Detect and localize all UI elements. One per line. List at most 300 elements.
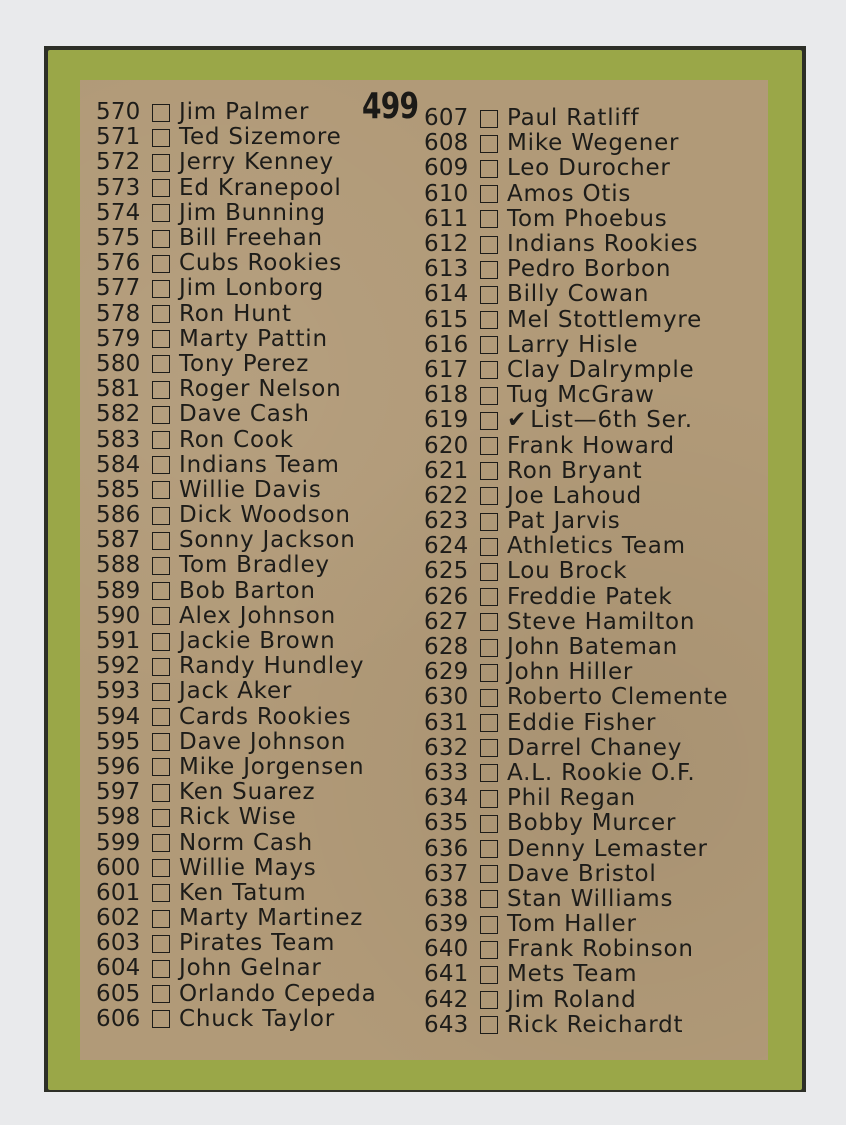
card-num: 590: [96, 602, 141, 629]
card-num: 600: [96, 854, 141, 881]
player-name: Ted Sizemore: [179, 124, 342, 151]
card-num: 634: [424, 785, 469, 812]
card-num: 630: [424, 684, 469, 711]
player-name: Clay Dalrymple: [507, 356, 695, 383]
checkbox[interactable]: [480, 815, 498, 833]
checkbox[interactable]: [480, 412, 498, 430]
checklist-row: [424, 937, 728, 962]
card-num: 602: [96, 905, 141, 932]
checkbox[interactable]: [152, 431, 170, 449]
player-name: Alex Johnson: [179, 602, 337, 629]
player-name: Amos Otis: [507, 180, 632, 207]
checkbox[interactable]: [152, 355, 170, 373]
checkbox[interactable]: [152, 607, 170, 625]
card-num: 604: [96, 955, 141, 982]
checklist-row: [96, 906, 376, 931]
card-num: 586: [96, 502, 141, 529]
checkbox[interactable]: [152, 809, 170, 827]
checkbox[interactable]: [480, 689, 498, 707]
card-num: 611: [424, 205, 469, 232]
checklist-row: [424, 509, 728, 534]
checklist-row: [96, 528, 376, 553]
checkbox[interactable]: [152, 179, 170, 197]
player-name: John Bateman: [507, 634, 679, 661]
card-num: 588: [96, 552, 141, 579]
player-name: Rick Reichardt: [507, 1011, 684, 1038]
checklist-row: [424, 635, 728, 660]
checkbox[interactable]: [152, 406, 170, 424]
checkbox[interactable]: [480, 387, 498, 405]
checklist-row: [424, 862, 728, 887]
card-num: 641: [424, 961, 469, 988]
card-num: 621: [424, 457, 469, 484]
player-name: Marty Pattin: [179, 325, 328, 352]
checklist-row: [96, 478, 376, 503]
player-name: Tom Haller: [507, 911, 637, 938]
checklist-row: [96, 881, 376, 906]
checklist-row: [96, 402, 376, 427]
card-num: 592: [96, 653, 141, 680]
card-num: 579: [96, 325, 141, 352]
checkbox[interactable]: [152, 481, 170, 499]
checkbox[interactable]: [152, 834, 170, 852]
player-name: Dave Cash: [179, 401, 310, 428]
card-num: 576: [96, 250, 141, 277]
card-num: 618: [424, 382, 469, 409]
player-name: Orlando Cepeda: [179, 980, 377, 1007]
checklist-row: [96, 805, 376, 830]
checkbox[interactable]: [480, 437, 498, 455]
checklist-row: [424, 912, 728, 937]
checklist-row: [96, 553, 376, 578]
checkbox[interactable]: [152, 154, 170, 172]
checklist-row: [96, 604, 376, 629]
player-name: Pat Jarvis: [507, 508, 621, 535]
checklist-row: [424, 559, 728, 584]
checklist-row: [96, 377, 376, 402]
card-num: 643: [424, 1011, 469, 1038]
player-name: Denny Lemaster: [507, 835, 708, 862]
checkbox[interactable]: [152, 582, 170, 600]
checklist-row: [424, 660, 728, 685]
card-num: 571: [96, 124, 141, 151]
card-num: 591: [96, 628, 141, 655]
card-num: 606: [96, 1005, 141, 1032]
player-name: Paul Ratliff: [507, 105, 640, 132]
checkbox[interactable]: [480, 639, 498, 657]
checkbox[interactable]: [480, 941, 498, 959]
checkbox[interactable]: [152, 633, 170, 651]
player-name: Dick Woodson: [179, 502, 351, 529]
player-name: Frank Howard: [507, 432, 675, 459]
checkbox[interactable]: [152, 1010, 170, 1028]
player-name: Willie Davis: [179, 476, 322, 503]
checklist-row: [96, 679, 376, 704]
checklist-row: [96, 302, 376, 327]
player-name: Athletics Team: [507, 533, 686, 560]
player-name: Randy Hundley: [179, 653, 365, 680]
checkbox[interactable]: [152, 960, 170, 978]
checklist-row: [424, 207, 728, 232]
checklist-row: [424, 1013, 728, 1038]
card-num: 640: [424, 936, 469, 963]
card-num: 575: [96, 225, 141, 252]
card-num: 605: [96, 980, 141, 1007]
card-num: 597: [96, 779, 141, 806]
player-name: Mike Wegener: [507, 130, 680, 157]
player-name: Ken Suarez: [179, 779, 316, 806]
checkbox[interactable]: [152, 784, 170, 802]
player-name: Marty Martinez: [179, 905, 364, 932]
checkbox[interactable]: [480, 361, 498, 379]
card-num: 633: [424, 759, 469, 786]
player-name: Bob Barton: [179, 577, 316, 604]
player-name: Ron Bryant: [507, 457, 643, 484]
player-name: Tony Perez: [179, 350, 310, 377]
card-num: 627: [424, 608, 469, 635]
checklist-row: [96, 705, 376, 730]
checkbox[interactable]: [480, 135, 498, 153]
player-name: Pedro Borbon: [507, 256, 672, 283]
checkbox[interactable]: [152, 758, 170, 776]
player-name: Jerry Kenney: [179, 149, 334, 176]
checkbox[interactable]: [480, 538, 498, 556]
card-num: 635: [424, 810, 469, 837]
checklist-row: [96, 755, 376, 780]
checklist-row: [424, 156, 728, 181]
card-num: 577: [96, 275, 141, 302]
checklist-row: [424, 484, 728, 509]
card-num: 631: [424, 709, 469, 736]
checkbox[interactable]: [480, 462, 498, 480]
player-name: Jackie Brown: [179, 628, 336, 655]
player-name: List—6th Ser.: [530, 407, 693, 434]
checklist-row: [424, 131, 728, 156]
checklist-row: [96, 176, 376, 201]
checkbox[interactable]: [152, 204, 170, 222]
checklist-row: [424, 836, 728, 861]
card-number: 499: [362, 86, 419, 127]
card-num: 607: [424, 105, 469, 132]
checklist-row: [96, 856, 376, 881]
player-name: Billy Cowan: [507, 281, 650, 308]
card-num: 572: [96, 149, 141, 176]
card-num: 612: [424, 231, 469, 258]
checkbox[interactable]: [480, 790, 498, 808]
card-num: 596: [96, 753, 141, 780]
checkbox[interactable]: [152, 456, 170, 474]
checklist-row: [424, 182, 728, 207]
card-num: 599: [96, 829, 141, 856]
card-num: 628: [424, 634, 469, 661]
player-name: Dave Bristol: [507, 860, 657, 887]
checkbox[interactable]: [152, 859, 170, 877]
player-name: Ron Hunt: [179, 300, 292, 327]
card-num: 574: [96, 199, 141, 226]
player-name: Bobby Murcer: [507, 810, 677, 837]
checkbox[interactable]: [480, 991, 498, 1009]
player-name: Leo Durocher: [507, 155, 671, 182]
checklist-row: [424, 257, 728, 282]
checklist-row: [424, 282, 728, 307]
checkbox[interactable]: [152, 985, 170, 1003]
card-num: 578: [96, 300, 141, 327]
checklist-row: [96, 730, 376, 755]
checklist-row: [96, 327, 376, 352]
card-num: 639: [424, 911, 469, 938]
card-num: 609: [424, 155, 469, 182]
card-num: 601: [96, 879, 141, 906]
card-num: 603: [96, 930, 141, 957]
checklist-row: [96, 251, 376, 276]
player-name: Bill Freehan: [179, 225, 323, 252]
checkbox[interactable]: [480, 764, 498, 782]
checklist-row: [96, 352, 376, 377]
card-num: 632: [424, 734, 469, 761]
card-num: 580: [96, 350, 141, 377]
player-name: Jack Aker: [179, 678, 293, 705]
checklist-row: [96, 956, 376, 981]
player-name: Jim Roland: [507, 986, 637, 1013]
checkbox[interactable]: [480, 487, 498, 505]
card-num: 593: [96, 678, 141, 705]
checkbox[interactable]: [480, 890, 498, 908]
checklist-row: [424, 408, 728, 433]
checklist-row: [424, 988, 728, 1013]
player-name: Pirates Team: [179, 930, 336, 957]
checkbox[interactable]: [480, 563, 498, 581]
card-num: 594: [96, 703, 141, 730]
card-num: 622: [424, 482, 469, 509]
checkbox[interactable]: [480, 613, 498, 631]
checklist-row: [96, 503, 376, 528]
player-name: John Gelnar: [179, 955, 322, 982]
checkbox[interactable]: [480, 261, 498, 279]
checklist-row: [424, 534, 728, 559]
player-name: Tom Phoebus: [507, 205, 668, 232]
player-name: Norm Cash: [179, 829, 313, 856]
checkbox[interactable]: [480, 311, 498, 329]
checkbox[interactable]: [152, 658, 170, 676]
checkbox[interactable]: [152, 557, 170, 575]
checklist-row: [96, 150, 376, 175]
card-num: 587: [96, 527, 141, 554]
checkbox[interactable]: [152, 683, 170, 701]
player-name: Phil Regan: [507, 785, 636, 812]
checkbox[interactable]: [480, 865, 498, 883]
checkmark-icon: ✔: [507, 407, 527, 434]
card-num: 573: [96, 174, 141, 201]
card-num: 570: [96, 99, 141, 126]
checklist-row: [424, 610, 728, 635]
checkbox[interactable]: [152, 255, 170, 273]
player-name: Willie Mays: [179, 854, 317, 881]
checkbox[interactable]: [152, 104, 170, 122]
checkbox[interactable]: [480, 210, 498, 228]
checklist-row: [424, 308, 728, 333]
card-num: 617: [424, 356, 469, 383]
player-name: Jim Bunning: [179, 199, 326, 226]
checklist-row: [424, 811, 728, 836]
checklist-row: [424, 887, 728, 912]
card-num: 583: [96, 426, 141, 453]
checkbox[interactable]: [152, 230, 170, 248]
checkbox[interactable]: [480, 739, 498, 757]
card-num: 616: [424, 331, 469, 358]
checklist-row: [424, 358, 728, 383]
checklist-row: [96, 100, 376, 125]
card-num: 619: [424, 407, 469, 434]
player-name: Steve Hamilton: [507, 608, 696, 635]
player-name: Mel Stottlemyre: [507, 306, 703, 333]
checklist-row: [96, 830, 376, 855]
checkbox[interactable]: [152, 129, 170, 147]
player-name: Chuck Taylor: [179, 1005, 335, 1032]
player-name: Tug McGraw: [507, 382, 655, 409]
checklist-row: [424, 736, 728, 761]
checkbox[interactable]: [152, 532, 170, 550]
checklist-row: [424, 711, 728, 736]
player-name: Ron Cook: [179, 426, 294, 453]
checkbox[interactable]: [480, 160, 498, 178]
checklist-row: [424, 333, 728, 358]
checklist-row: [424, 459, 728, 484]
player-name: Joe Lahoud: [507, 482, 643, 509]
card-num: 623: [424, 508, 469, 535]
player-name: Jim Lonborg: [179, 275, 325, 302]
player-name: A.L. Rookie O.F.: [507, 759, 696, 786]
player-name: Mike Jorgensen: [179, 753, 365, 780]
card-num: 581: [96, 376, 141, 403]
checklist-row: [424, 585, 728, 610]
card-num: 629: [424, 659, 469, 686]
checklist-row: [96, 629, 376, 654]
card-num: 638: [424, 885, 469, 912]
checkbox[interactable]: [480, 1016, 498, 1034]
card-num: 637: [424, 860, 469, 887]
checklist-row: [96, 201, 376, 226]
player-name: Jim Palmer: [179, 99, 310, 126]
checklist-row: [424, 433, 728, 458]
checkbox[interactable]: [480, 185, 498, 203]
checkbox[interactable]: [480, 966, 498, 984]
player-name: Freddie Patek: [507, 583, 673, 610]
checkbox[interactable]: [152, 884, 170, 902]
checklist-row: [96, 654, 376, 679]
checkbox[interactable]: [480, 714, 498, 732]
player-name: Ed Kranepool: [179, 174, 342, 201]
checkbox[interactable]: [480, 286, 498, 304]
checklist-row: [424, 232, 728, 257]
checklist-row: [96, 579, 376, 604]
player-name: Sonny Jackson: [179, 527, 356, 554]
checkbox[interactable]: [480, 236, 498, 254]
card-num: 608: [424, 130, 469, 157]
card-num: 598: [96, 804, 141, 831]
checkbox[interactable]: [152, 330, 170, 348]
card-num: 636: [424, 835, 469, 862]
checkbox[interactable]: [480, 513, 498, 531]
checklist-row: [424, 383, 728, 408]
checklist-row: [96, 780, 376, 805]
player-name: Lou Brock: [507, 558, 628, 585]
card-num: 589: [96, 577, 141, 604]
checklist-row: [96, 125, 376, 150]
player-name: Cards Rookies: [179, 703, 352, 730]
checkbox[interactable]: [480, 110, 498, 128]
card-num: 625: [424, 558, 469, 585]
player-name: Indians Team: [179, 451, 340, 478]
checkbox[interactable]: [152, 708, 170, 726]
player-name: Dave Johnson: [179, 728, 347, 755]
checklist-row: [96, 276, 376, 301]
checklist-row: [96, 931, 376, 956]
checkbox[interactable]: [152, 935, 170, 953]
checkbox[interactable]: [480, 840, 498, 858]
player-name: John Hiller: [507, 659, 634, 686]
checklist-row: [96, 982, 376, 1007]
checkbox[interactable]: [480, 336, 498, 354]
checkbox[interactable]: [152, 507, 170, 525]
checklist-row: [424, 685, 728, 710]
card-num: 585: [96, 476, 141, 503]
player-name: Rick Wise: [179, 804, 297, 831]
checkbox[interactable]: [152, 305, 170, 323]
player-name: Eddie Fisher: [507, 709, 657, 736]
card-num: 615: [424, 306, 469, 333]
checklist-row: [96, 453, 376, 478]
card-num: 582: [96, 401, 141, 428]
checklist-row: [424, 786, 728, 811]
checklist-row: [424, 106, 728, 131]
player-name: Darrel Chaney: [507, 734, 683, 761]
player-name: Ken Tatum: [179, 879, 307, 906]
card-num: 620: [424, 432, 469, 459]
card-num: 610: [424, 180, 469, 207]
checkbox[interactable]: [152, 733, 170, 751]
checkbox[interactable]: [480, 588, 498, 606]
card-num: 626: [424, 583, 469, 610]
player-name: Stan Williams: [507, 885, 674, 912]
card-num: 624: [424, 533, 469, 560]
checkbox[interactable]: [480, 664, 498, 682]
player-name: Mets Team: [507, 961, 638, 988]
checklist-left-column: [96, 100, 376, 1032]
checkbox[interactable]: [480, 916, 498, 934]
card-num: 614: [424, 281, 469, 308]
player-name: Roberto Clemente: [507, 684, 729, 711]
checkbox[interactable]: [152, 381, 170, 399]
player-name: Larry Hisle: [507, 331, 639, 358]
checklist-right-column: [424, 106, 728, 1038]
card-num: 584: [96, 451, 141, 478]
player-name: Tom Bradley: [179, 552, 330, 579]
player-name: Roger Nelson: [179, 376, 342, 403]
checklist-row: [96, 1007, 376, 1032]
checkbox[interactable]: [152, 280, 170, 298]
card-num: 595: [96, 728, 141, 755]
checkbox[interactable]: [152, 910, 170, 928]
checklist-row: [96, 226, 376, 251]
player-name: Cubs Rookies: [179, 250, 343, 277]
card-num: 613: [424, 256, 469, 283]
player-name: Frank Robinson: [507, 936, 694, 963]
checklist-row: [96, 427, 376, 452]
checklist-row: [424, 761, 728, 786]
card-num: 642: [424, 986, 469, 1013]
checklist-row: [424, 962, 728, 987]
player-name: Indians Rookies: [507, 231, 699, 258]
